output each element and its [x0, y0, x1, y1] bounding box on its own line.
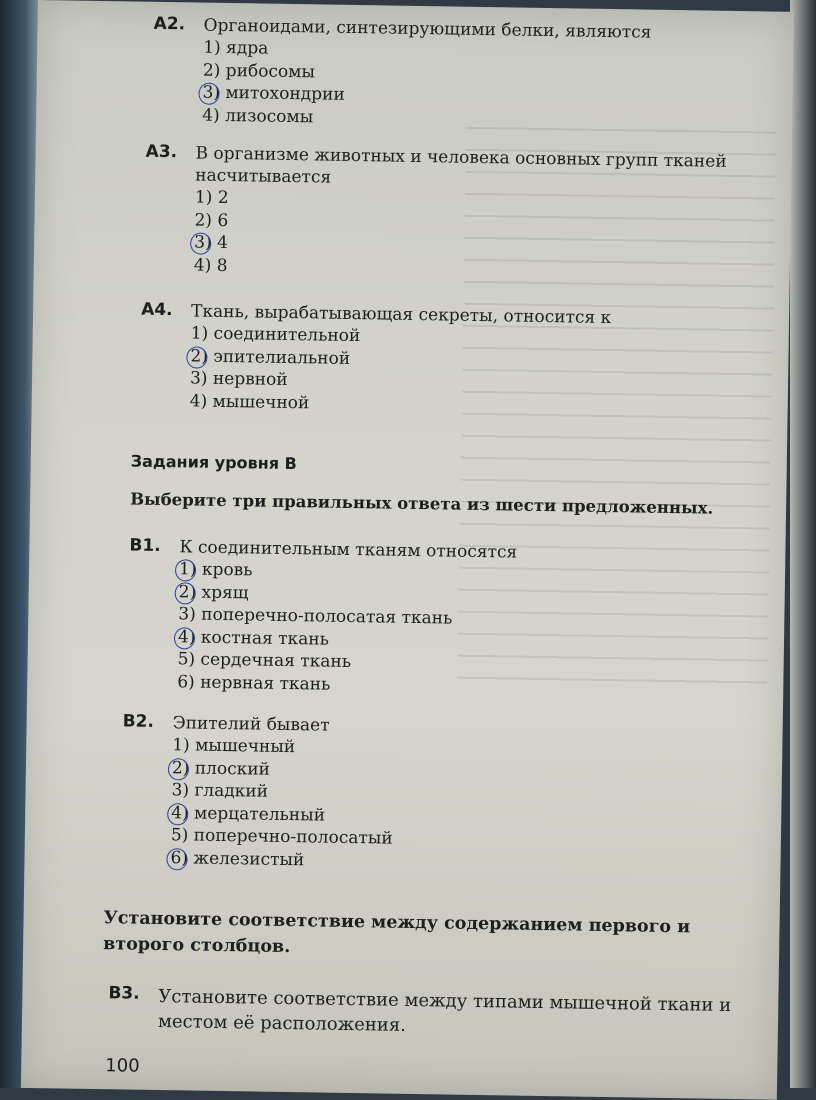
- option-4: 4) 8: [193, 254, 228, 276]
- option-label: 3) митохондрии: [202, 82, 345, 105]
- option-5: 5) поперечно-полосатый: [170, 825, 393, 849]
- textbook-page: [21, 0, 794, 1100]
- question-b3: [108, 983, 769, 1043]
- option-label: 2) эпителиальной: [190, 345, 351, 369]
- option-4: 4) мышечной: [189, 390, 310, 413]
- question-text: В организме животных и человека основных групп тканей насчитывается: [195, 143, 727, 188]
- question-b2: [120, 711, 742, 878]
- option-label: 4) мерцательный: [171, 802, 326, 826]
- option-label: 2) плоский: [171, 757, 271, 780]
- option-5: 5) сердечная ткань: [177, 649, 352, 672]
- pen-circle-mark: [167, 803, 188, 825]
- pen-circle-mark: [174, 627, 195, 649]
- option-4: 4) лизосомы: [202, 105, 314, 127]
- option-3: 3) гладкий: [171, 780, 269, 802]
- option-1: 1) ядра: [203, 37, 269, 59]
- question-b1: [127, 536, 749, 703]
- page-number: 100: [105, 1055, 140, 1077]
- question-text: Органоидами, синтезирующими белки, являются: [203, 15, 652, 43]
- question-a4: [140, 300, 742, 421]
- question-number: В3.: [108, 983, 140, 1004]
- question-number: В1.: [129, 535, 161, 556]
- facing-page-edge: [790, 0, 816, 1088]
- option-1: 1) соединительной: [190, 323, 361, 347]
- option-label: 2) хрящ: [178, 581, 249, 603]
- option-2: 2) 6: [194, 209, 229, 231]
- option-label: 6) железистый: [170, 847, 305, 870]
- question-text: Ткань, вырабатывающая секреты, относится к: [190, 301, 612, 329]
- pen-circle-mark: [175, 582, 196, 604]
- option-label: 3) 4: [194, 232, 229, 254]
- pen-circle-mark: [166, 848, 187, 870]
- instruction-matching: Установите соответствие между содержанием первого и второго столбцов.: [103, 908, 691, 958]
- question-text: Эпителий бывает: [172, 713, 330, 736]
- pen-circle-mark: [168, 758, 189, 780]
- instruction-choose-three: Выберите три правильных ответа из шести предложенных.: [130, 489, 714, 518]
- question-text: К соединительным тканям относятся: [179, 537, 518, 563]
- pen-circle-mark: [186, 346, 207, 368]
- question-number: А4.: [140, 299, 173, 321]
- question-a3: [144, 142, 766, 286]
- option-1: 1) мышечный: [172, 735, 296, 758]
- question-number: А2.: [153, 13, 186, 35]
- option-3: 3) нервной: [189, 368, 288, 390]
- section-title: Задания уровня В: [130, 451, 297, 474]
- option-3: 3) поперечно-полосатая ткань: [178, 604, 453, 629]
- question-text: Установите соответствие между типами мышечной ткани и местом её расположения.: [157, 986, 732, 1036]
- option-2: 2) рибосомы: [202, 60, 316, 82]
- question-number: А3.: [145, 141, 178, 163]
- option-1: 1) 2: [194, 187, 229, 209]
- option-6: 6) нервная ткань: [177, 671, 331, 695]
- question-number: В2.: [122, 711, 155, 732]
- question-a2: [152, 14, 754, 135]
- option-label: 1) кровь: [178, 559, 253, 581]
- option-label: 4) костная ткань: [177, 626, 330, 650]
